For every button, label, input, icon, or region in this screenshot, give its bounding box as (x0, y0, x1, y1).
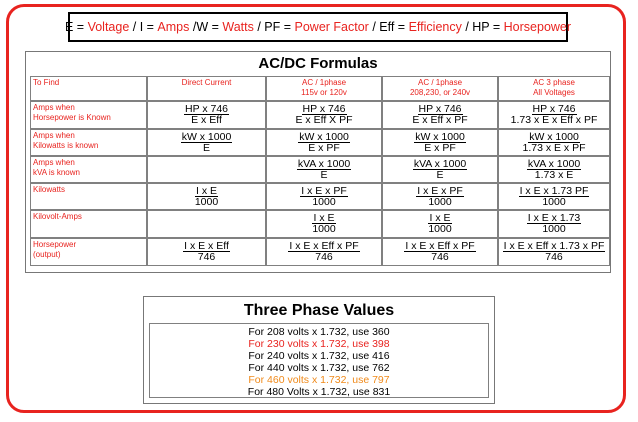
formula-cell (147, 210, 266, 238)
legend-part: / PF = (253, 20, 295, 34)
formula-numerator: HP x 746 (418, 103, 462, 115)
formula-cell (382, 156, 498, 183)
formula-cell (382, 101, 498, 129)
formula-numerator: kVA x 1000 (413, 158, 467, 170)
column-header (498, 76, 610, 101)
row-label-line: kVA is known (33, 168, 80, 177)
three-phase-title: Three Phase Values (243, 302, 395, 319)
formula-cell (498, 156, 610, 183)
formula-cell (498, 183, 610, 210)
three-phase-row: For 240 volts x 1.732, use 416 (248, 350, 390, 362)
column-header-line: Direct Current (181, 78, 232, 87)
three-phase-row: For 208 volts x 1.732, use 360 (248, 326, 390, 338)
formula-numerator: kW x 1000 (415, 131, 465, 143)
formula-cell (382, 238, 498, 266)
legend-part: Horsepower (503, 20, 572, 34)
formula-denominator: 746 (197, 251, 216, 263)
formula-cell (147, 129, 266, 156)
formula-denominator: E (202, 142, 210, 154)
row-label (30, 238, 147, 266)
row-label-line: Amps when (33, 158, 75, 167)
formula-cell (498, 238, 610, 266)
formula-cell (147, 183, 266, 210)
row-label-line: Amps when (33, 131, 75, 140)
column-header (147, 76, 266, 101)
formula-denominator: 1.73 x E x Eff x PF (510, 114, 598, 126)
legend-part: E = (64, 20, 88, 34)
column-header-line: All Voltages (533, 88, 575, 97)
column-header (382, 76, 498, 101)
formula-denominator: E x PF (424, 142, 456, 154)
formulas-table (25, 51, 611, 273)
legend-part: Watts (222, 20, 254, 34)
formula-numerator: kW x 1000 (181, 131, 232, 143)
formula-denominator: E x Eff x PF (412, 114, 468, 126)
formula-denominator: E (436, 169, 444, 181)
row-label-line: Kilowatts (33, 185, 66, 194)
formula-cell (382, 183, 498, 210)
formula-numerator: kW x 1000 (299, 131, 349, 143)
column-header-line: 115v or 120v (301, 88, 347, 97)
legend-part: Power Factor (294, 20, 369, 34)
formula-numerator: I x E x 1.73 PF (519, 185, 589, 197)
formula-cell (266, 129, 382, 156)
formula-cell (498, 210, 610, 238)
formula-cell (266, 101, 382, 129)
legend-part: Efficiency (408, 20, 462, 34)
formula-numerator: HP x 746 (185, 103, 228, 115)
legend-part: /W = (189, 20, 223, 34)
formula-numerator: I x E x PF (301, 185, 347, 197)
formula-numerator: I x E (313, 212, 335, 224)
formula-cell (147, 156, 266, 183)
column-header-line: 208,230, or 240v (409, 88, 471, 97)
legend-part: / I = (129, 20, 158, 34)
formula-denominator: 1.73 x E x PF (522, 142, 586, 154)
row-label-line: Kilovolt-Amps (33, 212, 82, 221)
row-label-line: (output) (33, 250, 61, 259)
formula-cell (382, 210, 498, 238)
formula-denominator: E x Eff (191, 114, 222, 126)
formula-numerator: kVA x 1000 (527, 158, 581, 170)
formula-denominator: 746 (431, 251, 449, 263)
row-label (30, 129, 147, 156)
row-label-line: Horsepower is Known (33, 113, 111, 122)
formula-cell (266, 183, 382, 210)
formula-denominator: 1000 (542, 223, 566, 235)
formula-numerator: I x E x Eff x PF (289, 240, 359, 252)
formula-numerator: kVA x 1000 (297, 158, 351, 170)
formula-cell (266, 156, 382, 183)
formula-numerator: HP x 746 (302, 103, 346, 115)
formula-denominator: E (320, 169, 328, 181)
formula-numerator: I x E x Eff x 1.73 x PF (503, 240, 605, 252)
formula-numerator: I x E (429, 212, 451, 224)
formula-denominator: 746 (315, 251, 333, 263)
formula-cell (147, 101, 266, 129)
three-phase-table (143, 296, 495, 404)
row-label (30, 210, 147, 238)
row-label (30, 156, 147, 183)
formula-cell (147, 238, 266, 266)
three-phase-row: For 460 volts x 1.732, use 797 (248, 374, 390, 386)
formula-denominator: 1000 (542, 196, 566, 208)
column-header-line: AC / 1phase (417, 78, 463, 87)
column-header-line: To Find (33, 78, 60, 87)
row-label-line: Kilowatts is known (33, 141, 99, 150)
formula-denominator: 1000 (194, 196, 219, 208)
formula-denominator: E x PF (308, 142, 340, 154)
legend-part: / Eff = (368, 20, 409, 34)
formula-denominator: 746 (545, 251, 563, 263)
formula-numerator: I x E x 1.73 (527, 212, 581, 224)
three-phase-row: For 440 volts x 1.732, use 762 (248, 362, 390, 374)
row-label (30, 101, 147, 129)
formula-numerator: I x E (195, 185, 217, 197)
formula-cell (382, 129, 498, 156)
legend-part: Amps (157, 20, 190, 34)
column-header (266, 76, 382, 101)
formula-cell (266, 210, 382, 238)
legend-bar (64, 12, 572, 42)
formula-denominator: E x Eff X PF (295, 114, 353, 126)
column-header-line: AC / 1phase (301, 78, 347, 87)
column-header (30, 76, 147, 101)
formula-denominator: 1000 (312, 223, 336, 235)
row-label-line: Amps when (33, 103, 75, 112)
row-label-line: Horsepower (33, 240, 77, 249)
formula-cell (498, 101, 610, 129)
three-phase-row: For 230 volts x 1.732, use 398 (248, 338, 390, 350)
formula-numerator: I x E x PF (417, 185, 463, 197)
formula-denominator: 1000 (312, 196, 336, 208)
formula-numerator: I x E x Eff x PF (405, 240, 475, 252)
formula-denominator: 1000 (428, 223, 452, 235)
formula-numerator: I x E x Eff (184, 240, 229, 252)
legend-part: Voltage (87, 20, 130, 34)
formula-numerator: kW x 1000 (529, 131, 579, 143)
row-label (30, 183, 147, 210)
column-header-line: AC 3 phase (533, 78, 575, 87)
formula-denominator: 1000 (428, 196, 452, 208)
formula-cell (266, 238, 382, 266)
formula-cell (498, 129, 610, 156)
formula-denominator: 1.73 x E (534, 169, 574, 181)
formulas-title: AC/DC Formulas (258, 55, 378, 72)
three-phase-row: For 480 Volts x 1.732, use 831 (247, 386, 391, 398)
three-phase-body (149, 323, 489, 398)
formula-numerator: HP x 746 (532, 103, 576, 115)
legend-part: / HP = (461, 20, 504, 34)
